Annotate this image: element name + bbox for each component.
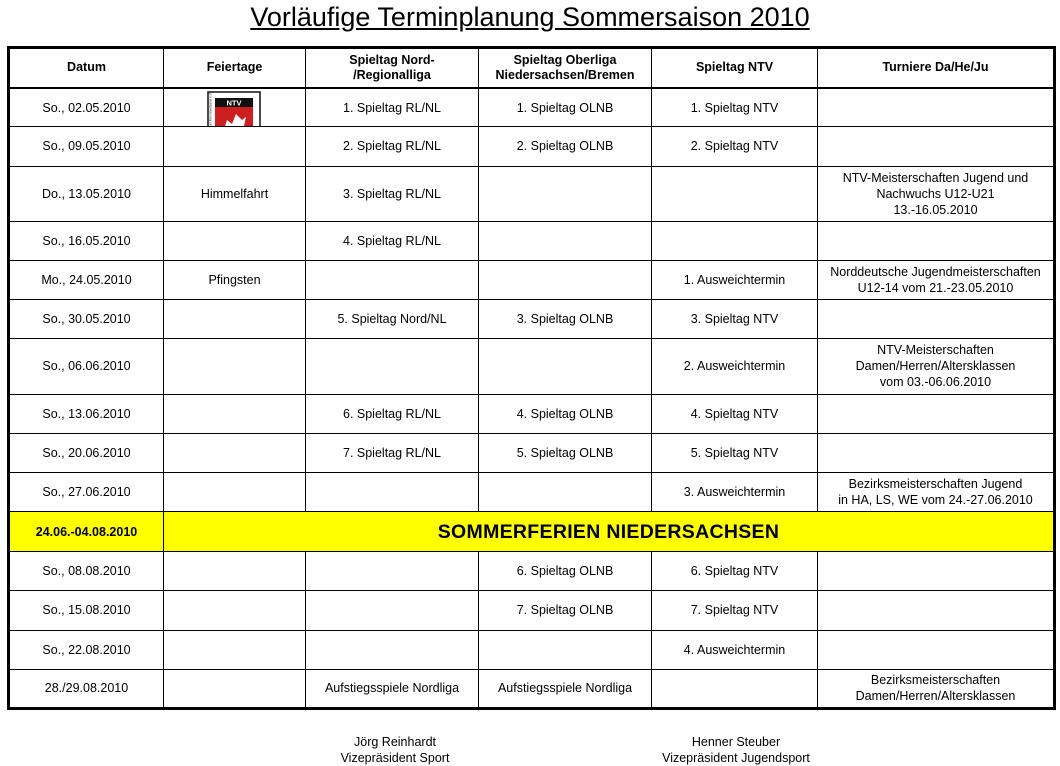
cell-spieltag-nord xyxy=(306,339,479,394)
turniere-line: NTV-Meisterschaften Jugend und xyxy=(842,170,1029,185)
signature-name: Jörg Reinhardt xyxy=(354,735,436,749)
turniere-line: NTV-Meisterschaften xyxy=(877,343,994,358)
signature-block-2 xyxy=(636,734,836,766)
turniere-line: Nachwuchs U12-U21 xyxy=(876,186,995,201)
cell-feiertag xyxy=(164,300,306,339)
turniere-line: vom 03.-06.06.2010 xyxy=(879,375,992,390)
cell-turniere xyxy=(818,433,1055,472)
cell-feiertag xyxy=(164,433,306,472)
turniere-line: Bezirksmeisterschaften xyxy=(870,673,1001,688)
cell-spieltag-oberliga: 3. Spieltag OLNB xyxy=(479,300,652,339)
cell-turniere xyxy=(818,88,1055,127)
cell-feiertag xyxy=(164,552,306,591)
header-spieltag-oberliga xyxy=(479,48,652,88)
cell-spieltag-oberliga: 4. Spieltag OLNB xyxy=(479,394,652,433)
cell-spieltag-oberliga: Aufstiegsspiele Nordliga xyxy=(479,669,652,708)
cell-spieltag-nord: 3. Spieltag RL/NL xyxy=(306,166,479,221)
cell-feiertag: Pfingsten xyxy=(164,260,306,299)
signature-role: Vizepräsident Sport xyxy=(340,751,450,765)
cell-feiertag xyxy=(164,669,306,708)
holiday-date: 24.06.-04.08.2010 xyxy=(9,512,164,552)
logo-ring-text: Niedersächsischer Tennisverband e.V. xyxy=(208,92,213,150)
cell-spieltag-oberliga: 7. Spieltag OLNB xyxy=(479,591,652,630)
cell-datum: So., 22.08.2010 xyxy=(9,630,164,669)
cell-spieltag-oberliga xyxy=(479,630,652,669)
signature-role: Vizepräsident Jugendsport xyxy=(662,751,810,765)
cell-spieltag-nord: 4. Spieltag RL/NL xyxy=(306,221,479,260)
cell-feiertag xyxy=(164,221,306,260)
turniere-line: U12-14 vom 21.-23.05.2010 xyxy=(857,281,1014,296)
schedule-table xyxy=(7,46,1056,710)
table-row xyxy=(9,260,1055,299)
header-datum: Datum xyxy=(9,48,164,88)
cell-spieltag-ntv: 4. Ausweichtermin xyxy=(652,630,818,669)
cell-turniere xyxy=(818,127,1055,166)
cell-datum: So., 16.05.2010 xyxy=(9,221,164,260)
table-row xyxy=(9,339,1055,394)
cell-datum: So., 15.08.2010 xyxy=(9,591,164,630)
cell-feiertag: Himmelfahrt xyxy=(164,166,306,221)
cell-spieltag-ntv xyxy=(652,669,818,708)
cell-spieltag-ntv: 4. Spieltag NTV xyxy=(652,394,818,433)
turniere-line: in HA, LS, WE vom 24.-27.06.2010 xyxy=(838,492,1033,507)
cell-spieltag-nord xyxy=(306,552,479,591)
table-row xyxy=(9,630,1055,669)
header-nord-line1: Spieltag Nord- xyxy=(349,52,435,67)
table-row xyxy=(9,591,1055,630)
cell-datum: Mo., 24.05.2010 xyxy=(9,260,164,299)
cell-spieltag-ntv: 3. Ausweichtermin xyxy=(652,472,818,511)
table-row xyxy=(9,300,1055,339)
cell-spieltag-ntv xyxy=(652,221,818,260)
cell-feiertag xyxy=(164,339,306,394)
cell-spieltag-nord xyxy=(306,472,479,511)
cell-datum: So., 27.06.2010 xyxy=(9,472,164,511)
turniere-line: 13.-16.05.2010 xyxy=(893,202,978,217)
table-row xyxy=(9,88,1055,127)
cell-spieltag-nord: 7. Spieltag RL/NL xyxy=(306,433,479,472)
cell-spieltag-oberliga xyxy=(479,260,652,299)
turniere-line: Damen/Herren/Altersklassen xyxy=(855,359,1016,374)
holiday-row xyxy=(9,512,1055,552)
cell-datum: So., 09.05.2010 xyxy=(9,127,164,166)
table-row xyxy=(9,472,1055,511)
cell-spieltag-ntv xyxy=(652,166,818,221)
header-nord-line2: /Regionalliga xyxy=(353,67,431,82)
cell-spieltag-oberliga xyxy=(479,166,652,221)
cell-spieltag-ntv: 1. Ausweichtermin xyxy=(652,260,818,299)
cell-turniere xyxy=(818,339,1055,394)
cell-spieltag-nord xyxy=(306,630,479,669)
cell-spieltag-ntv: 3. Spieltag NTV xyxy=(652,300,818,339)
cell-spieltag-nord: 1. Spieltag RL/NL xyxy=(306,88,479,127)
schedule-body xyxy=(9,48,1055,709)
turniere-line: Damen/Herren/Altersklassen xyxy=(855,689,1016,704)
cell-spieltag-nord: 5. Spieltag Nord/NL xyxy=(306,300,479,339)
cell-spieltag-nord xyxy=(306,260,479,299)
cell-datum: Do., 13.05.2010 xyxy=(9,166,164,221)
cell-turniere xyxy=(818,166,1055,221)
cell-spieltag-oberliga xyxy=(479,221,652,260)
cell-datum: So., 02.05.2010 xyxy=(9,88,164,127)
cell-spieltag-oberliga: 5. Spieltag OLNB xyxy=(479,433,652,472)
cell-datum: So., 30.05.2010 xyxy=(9,300,164,339)
cell-turniere xyxy=(818,630,1055,669)
cell-feiertag xyxy=(164,88,306,150)
cell-spieltag-nord xyxy=(306,591,479,630)
header-spieltag-ntv: Spieltag NTV xyxy=(652,48,818,88)
table-row xyxy=(9,221,1055,260)
header-turniere: Turniere Da/He/Ju xyxy=(818,48,1055,88)
ntv-logo xyxy=(205,90,263,150)
cell-datum: So., 20.06.2010 xyxy=(9,433,164,472)
cell-spieltag-oberliga xyxy=(479,472,652,511)
turniere-line: Norddeutsche Jugendmeisterschaften xyxy=(830,265,1041,280)
table-row xyxy=(9,127,1055,166)
cell-datum: So., 08.08.2010 xyxy=(9,552,164,591)
page-title: Vorläufige Terminplanung Sommersaison 2010 xyxy=(250,2,810,32)
signature-block-1 xyxy=(295,734,495,766)
cell-datum: So., 06.06.2010 xyxy=(9,339,164,394)
cell-spieltag-ntv: 2. Spieltag NTV xyxy=(652,127,818,166)
cell-spieltag-oberliga: 6. Spieltag OLNB xyxy=(479,552,652,591)
cell-spieltag-ntv: 1. Spieltag NTV xyxy=(652,88,818,127)
turniere-line: Bezirksmeisterschaften Jugend xyxy=(848,476,1023,491)
cell-spieltag-oberliga xyxy=(479,339,652,394)
cell-turniere xyxy=(818,300,1055,339)
cell-spieltag-ntv: 6. Spieltag NTV xyxy=(652,552,818,591)
signature-name: Henner Steuber xyxy=(691,735,781,749)
logo-text: NTV xyxy=(226,98,242,108)
cell-turniere xyxy=(818,394,1055,433)
cell-feiertag xyxy=(164,394,306,433)
cell-feiertag xyxy=(164,472,306,511)
cell-turniere xyxy=(818,221,1055,260)
cell-turniere xyxy=(818,472,1055,511)
cell-turniere xyxy=(818,669,1055,708)
cell-spieltag-oberliga: 2. Spieltag OLNB xyxy=(479,127,652,166)
table-row xyxy=(9,166,1055,221)
header-feiertage: Feiertage xyxy=(164,48,306,88)
cell-turniere xyxy=(818,260,1055,299)
cell-turniere xyxy=(818,591,1055,630)
cell-spieltag-nord: Aufstiegsspiele Nordliga xyxy=(306,669,479,708)
cell-spieltag-nord: 2. Spieltag RL/NL xyxy=(306,127,479,166)
cell-datum: 28./29.08.2010 xyxy=(9,669,164,708)
table-row xyxy=(9,394,1055,433)
table-row xyxy=(9,433,1055,472)
cell-spieltag-nord: 6. Spieltag RL/NL xyxy=(306,394,479,433)
table-row xyxy=(9,552,1055,591)
header-spieltag-nord xyxy=(306,48,479,88)
table-row xyxy=(9,669,1055,708)
cell-spieltag-ntv: 2. Ausweichtermin xyxy=(652,339,818,394)
cell-datum: So., 13.06.2010 xyxy=(9,394,164,433)
cell-spieltag-oberliga: 1. Spieltag OLNB xyxy=(479,88,652,127)
header-ober-line2: Niedersachsen/Bremen xyxy=(495,67,635,82)
header-ober-line1: Spieltag Oberliga xyxy=(513,52,617,67)
cell-turniere xyxy=(818,552,1055,591)
cell-feiertag xyxy=(164,127,306,166)
header-row xyxy=(9,48,1055,88)
cell-spieltag-ntv: 7. Spieltag NTV xyxy=(652,591,818,630)
cell-feiertag xyxy=(164,630,306,669)
holiday-label: SOMMERFERIEN NIEDERSACHSEN xyxy=(164,512,1055,552)
cell-feiertag xyxy=(164,591,306,630)
cell-spieltag-ntv: 5. Spieltag NTV xyxy=(652,433,818,472)
